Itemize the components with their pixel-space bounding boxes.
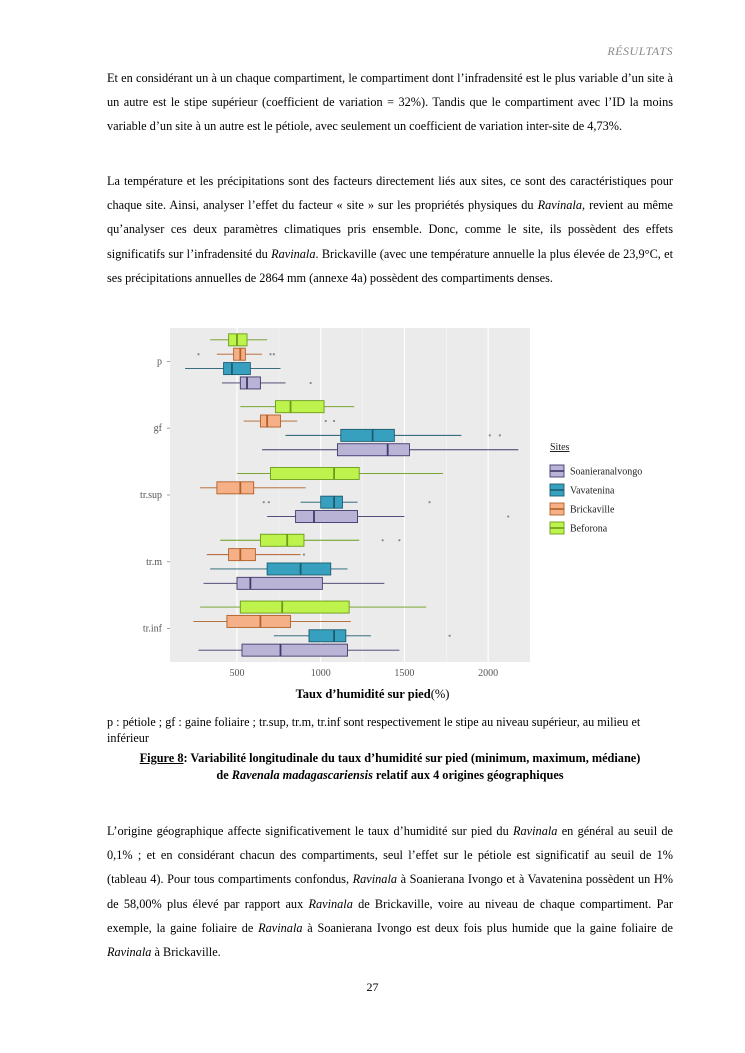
x-tick-label: 500	[229, 668, 245, 679]
box-vavatenina	[309, 630, 346, 642]
outlier-point	[268, 501, 270, 503]
box-soanieranalvongo	[296, 511, 358, 523]
box-beforona	[240, 601, 349, 613]
box-soanieranalvongo	[242, 644, 347, 656]
box-brickaville	[217, 482, 254, 494]
x-tick-label: 1500	[394, 668, 415, 679]
figure-abbreviations: p : pétiole ; gf : gaine foliaire ; tr.sup, tr.m, tr.inf sont respectivement le stipe au niveau supérieur, au milieu et inférieur	[107, 715, 641, 745]
paragraph-1: Et en considérant un à un chaque compartiment, le compartiment dont l’infradensité est le plus variable d’un site à un autre est le stipe supérieur (coefficient de variation = 32%). Tandis que le compartiment avec l’ID la moins variable d’un site à un autre est le pétiole, avec seulement un coefficient de variation inter-site de 4,73%.	[107, 71, 673, 134]
x-tick-label: 2000	[478, 668, 499, 679]
outlier-point	[428, 501, 430, 503]
y-tick-label: gf	[153, 423, 162, 435]
y-tick-label: tr.sup	[140, 490, 162, 501]
box-soanieranalvongo	[240, 377, 260, 389]
page-number: 27	[366, 980, 379, 994]
x-axis-title: Taux d’humidité sur pied(%)	[295, 687, 450, 701]
box-brickaville	[260, 415, 280, 427]
outlier-point	[382, 539, 384, 541]
x-tick-labels	[229, 668, 498, 679]
box-beforona	[260, 534, 304, 546]
paragraph-2: La température et les précipitations sont des facteurs directement liés aux sites, ce sont des caractéristiques pour chaque site. Ainsi, analyser l’effet du facteur « site » sur les propriétés physiques du Ravinala, revient au même qu’analyser ces deux paramètres climatiques pris ensemble. Donc, comme le site, ils possèdent des effets significatifs sur l’infradensité du Ravinala. Brickaville (avec une température annuelle la plus élevée de 23,9°C, et ses précipitations annuelles de 2864 mm (annexe 4a) possèdent des compartiments denses.	[107, 174, 674, 285]
outlier-point	[499, 434, 501, 436]
y-tick-label: tr.inf	[142, 623, 162, 635]
outlier-point	[197, 353, 199, 355]
outlier-point	[333, 420, 335, 422]
box-beforona	[275, 401, 324, 413]
outlier-point	[303, 554, 305, 556]
outlier-point	[310, 382, 312, 384]
legend-label: Brickaville	[570, 504, 615, 516]
y-tick-label: tr.m	[146, 556, 162, 568]
box-vavatenina	[341, 429, 395, 441]
y-tick-labels	[140, 356, 170, 634]
box-vavatenina	[224, 363, 251, 375]
paragraph-3: L’origine géographique affecte significativement le taux d’humidité sur pied du Ravinala en général au seuil de 0,1% ; et en considérant chacun des compartiments, seul l’effet sur le pétiole est significatif au seuil de 1% (tableau 4). Pour tous compartiments confondus, Ravinala à Soanierana Ivongo et à Vavatenina possèdent un H% de 58,00% plus élevé par rapport aux Ravinala de Brickaville, voire au niveau de chaque compartiment. Par exemple, la gaine foliaire de Ravinala à Soanierana Ivongo est deux fois plus humide que la gaine foliaire de Ravinala à Brickaville.	[107, 824, 673, 960]
outlier-point	[269, 353, 271, 355]
box-brickaville	[227, 615, 291, 627]
figure-caption: Figure 8: Variabilité longitudinale du taux d’humidité sur pied (minimum, maximum, médiane) de Ravenala madagascariensis relatif aux 4 origines géographiques	[139, 751, 641, 782]
box-soanieranalvongo	[337, 444, 409, 456]
outlier-point	[398, 539, 400, 541]
legend-title: Sites	[550, 442, 570, 453]
legend-label: Vavatenina	[570, 485, 615, 497]
legend-label: Soanieranalvongo	[570, 466, 643, 478]
y-tick-label: p	[157, 356, 162, 368]
plot-panel	[170, 328, 530, 662]
outlier-point	[489, 434, 491, 436]
outlier-point	[507, 515, 509, 517]
box-beforona	[270, 467, 359, 479]
box-brickaville	[229, 549, 256, 561]
legend-label: Beforona	[570, 523, 608, 535]
legend	[550, 442, 642, 535]
outlier-point	[325, 420, 327, 422]
boxplot-chart	[125, 325, 685, 683]
box-vavatenina	[321, 496, 343, 508]
outlier-point	[263, 501, 265, 503]
box-vavatenina	[267, 563, 331, 575]
outlier-point	[449, 635, 451, 637]
running-header: RÉSULTATS	[607, 44, 673, 58]
x-tick-label: 1000	[310, 668, 331, 679]
outlier-point	[273, 353, 275, 355]
